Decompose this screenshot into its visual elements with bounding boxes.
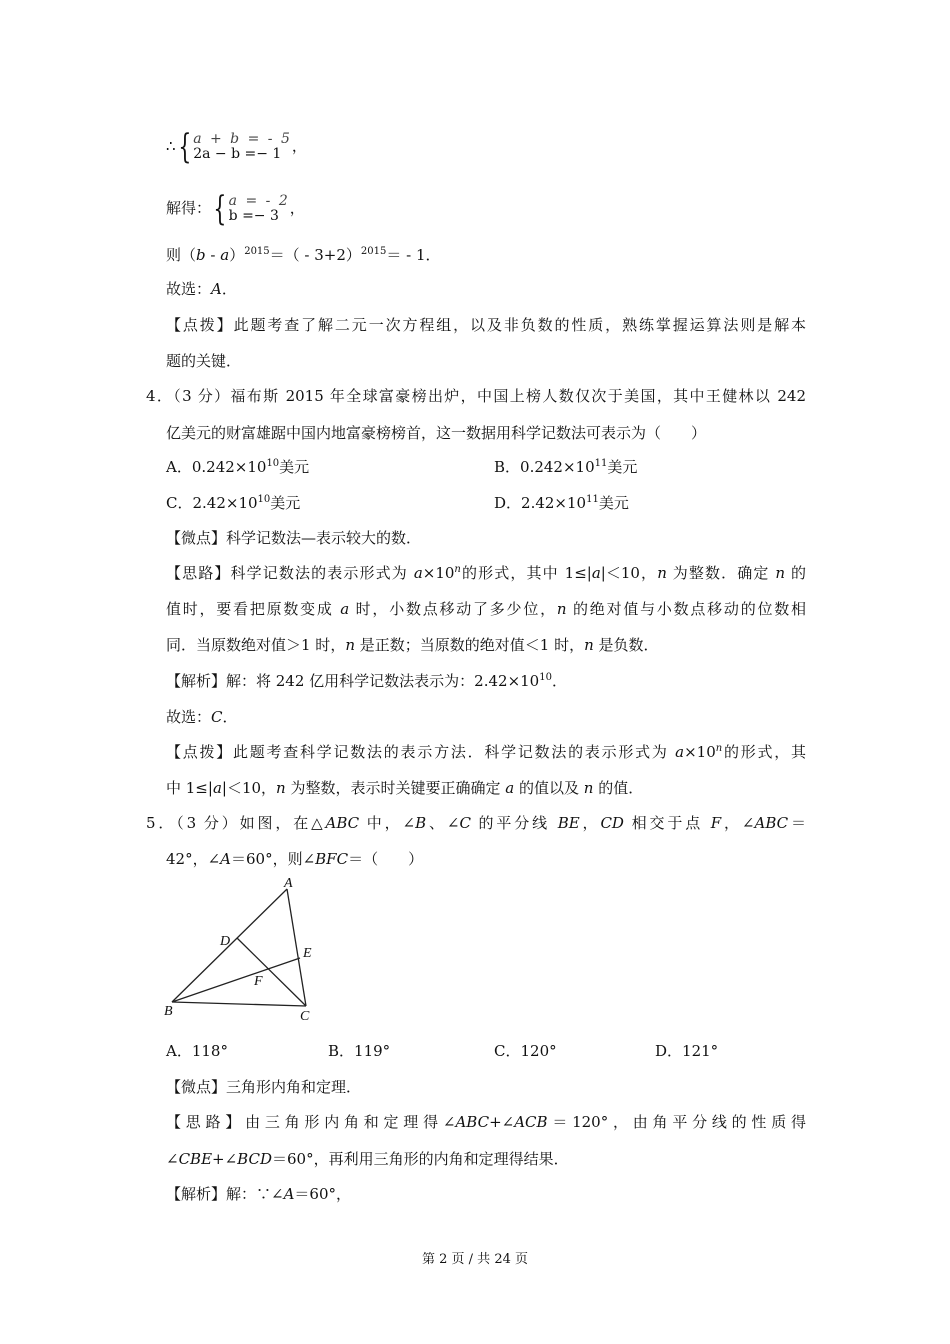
tip-3-line1: 【点拨】此题考查了解二元一次方程组，以及非负数的性质，熟练掌握运算法则是解本 — [166, 316, 806, 334]
q5-idea-line1: 【思路】由三角形内角和定理得∠ABC+∠ACB＝120°，由角平分线的性质得 — [166, 1113, 806, 1131]
segment-cd — [237, 938, 306, 1006]
q5-option-a: A．118° — [166, 1042, 228, 1060]
q4-tip-line1: 【点拨】此题考查科学记数法的表示方法．科学记数法的表示形式为 $a\times 10^n$的形式，其 — [166, 743, 806, 761]
q4-solution: 【解析】解：将 242 亿用科学记数法表示为：$2.42\times 10^{10}$． — [166, 672, 567, 690]
q4-answer: 故选：C． — [166, 708, 238, 726]
q5-idea-line2: ∠CBE+∠BCD＝60°，再利用三角形的内角和定理得结果． — [166, 1150, 569, 1168]
page-footer: 第 2 页 / 共 24 页 — [422, 1252, 528, 1267]
q4-idea-line3: 同．当原数绝对值＞1 时，n 是正数；当原数的绝对值＜1 时，n 是负数． — [166, 636, 659, 654]
label-f: F — [254, 974, 263, 989]
q5-point: 【微点】三角形内角和定理． — [166, 1078, 362, 1096]
q5-option-c: C．120° — [494, 1042, 557, 1060]
question-4-line1: 4．（3 分）福布斯 2015 年全球富豪榜出炉，中国上榜人数仅次于美国，其中王健林以 242 — [146, 387, 806, 405]
question-4-line2: 亿美元的财富雄踞中国内地富豪榜榜首，这一数据用科学记数法可表示为（ ） — [166, 424, 707, 442]
equation-system-1: ∴ { a + b = - 5 2a − b =− 1 ， — [166, 127, 307, 167]
label-a: A — [284, 876, 293, 891]
triangle-figure — [160, 875, 330, 1025]
segment-be — [172, 958, 300, 1002]
question-5-line1: 5．（3 分）如图，在△ABC 中，∠B、∠C 的平分线 BE，CD 相交于点 F，∠ABC＝ — [146, 814, 806, 832]
label-d: D — [220, 934, 231, 949]
tip-3-line2: 题的关键． — [166, 352, 242, 370]
left-brace: { — [177, 127, 191, 167]
q4-option-b: B．$0.242\times 10^{11}$美元 — [494, 458, 638, 476]
q4-option-c: C．$2.42\times 10^{10}$美元 — [166, 494, 301, 512]
q5-option-b: B．119° — [328, 1042, 391, 1060]
q4-point: 【微点】科学记数法—表示较大的数． — [166, 529, 422, 547]
segment-bc — [172, 1002, 306, 1006]
q4-idea-line2: 值时，要看把原数变成 a 时，小数点移动了多少位，n 的绝对值与小数点移动的位数相 — [166, 600, 806, 618]
question-5-line2: 42°，∠A＝60°，则∠BFC＝（ ） — [166, 850, 424, 868]
label-b: B — [164, 1004, 173, 1019]
equation-system-2: 解得： { a = - 2 b =− 3 ， — [166, 189, 305, 229]
q4-option-a: A．$0.242\times 10^{10}$美元 — [166, 458, 310, 476]
q4-option-d: D．$2.42\times 10^{11}$美元 — [494, 494, 629, 512]
answer-3: 故选：A． — [166, 280, 237, 298]
q4-idea-line1: 【思路】科学记数法的表示形式为 $a\times 10^n$的形式，其中 1≤|a|＜10，n 为整数．确定 n 的 — [166, 564, 806, 582]
q4-tip-line2: 中 1≤|a|＜10，n 为整数，表示时关键要正确确定 a 的值以及 n 的值． — [166, 779, 644, 797]
label-c: C — [300, 1009, 310, 1024]
label-e: E — [303, 946, 312, 961]
calculation-line: 则$(b - a)^{2015}=( - 3+2)^{2015}= - 1$． — [166, 246, 441, 264]
q5-solution: 【解析】解：∵∠A＝60°， — [166, 1185, 352, 1203]
q5-option-d: D．121° — [655, 1042, 719, 1060]
left-brace: { — [213, 189, 227, 229]
